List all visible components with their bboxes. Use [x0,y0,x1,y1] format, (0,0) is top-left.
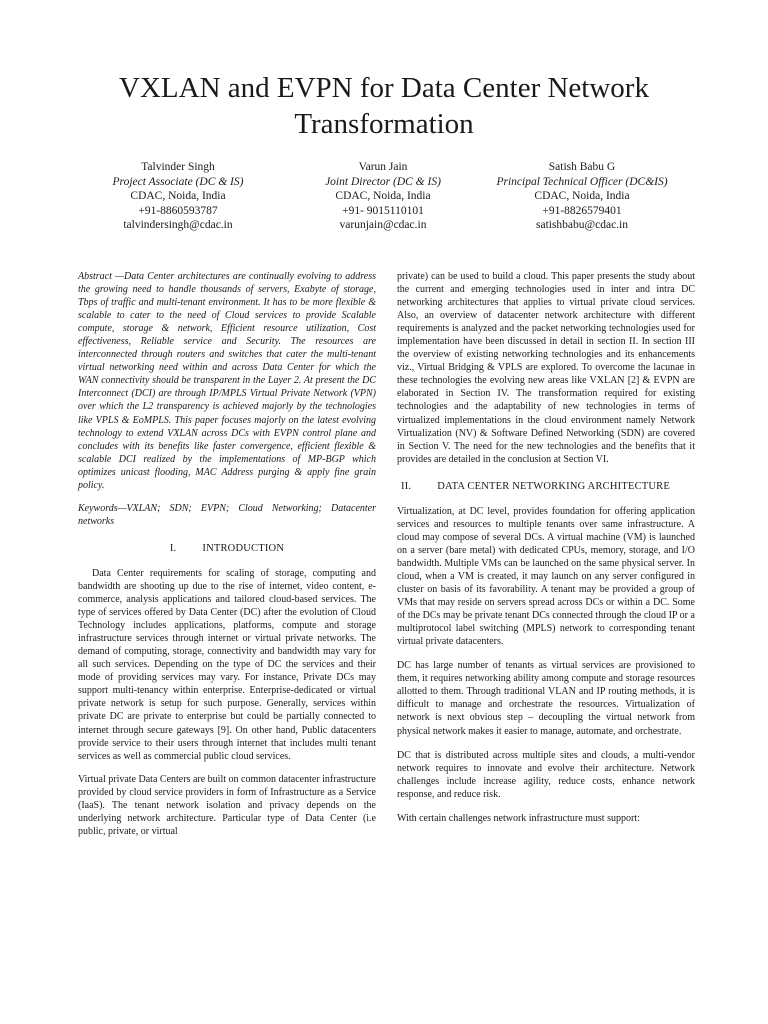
abstract: Abstract —Data Center architectures are continually evolving to address the growing need to handle thousands of servers, Exabyte of storage, Tbps of traffic and multi-tenant environment. It has to be more flexible & scalable to cater to the need of Cloud services to provide Scalable compute, storage & network, Efficient resource utilization, Cost effectiveness, Reliable service and Security. The resources are interconnected through routers and switches that cater the multi-tenant virtual networking need within and across Data Center for which the WAN connectivity should be transparent in the Layer 2. At present the DC Interconnect (DCI) are through IP/MPLS Virtual Private Network (VPN) over which the L2 transparency is achieved majorly by the technologies like VPLS & EoMPLS. This paper focuses majorly on the latest evolving technology to extend VXLAN across DCs with EVPN control plane and concludes with its benefits like faster convergence, efficient flexible & scalable DCI realized by the implementations of MP-BGP which optimizes unicast flooding, MAC Address purging & apply fine grain policy. [78,271,376,491]
author-email: varunjain@cdac.in [339,219,427,232]
paper-title [0,70,768,142]
dc-paragraph-4: With certain challenges network infrastructure must support: [397,812,640,824]
author-org: CDAC, Noida, India [335,190,431,203]
section-title: INTRODUCTION [202,542,285,554]
author-role: Project Associate (DC & IS) [112,175,244,188]
author-email: satishbabu@cdac.in [535,219,629,232]
author-role: Joint Director (DC & IS) [325,175,441,188]
dc-paragraph-3: DC that is distributed across multiple sites and clouds, a multi-vendor network requires to innovate and evolve their architecture. Network challenges include increase agility, reduce costs, enhance network response, and reduce risk. [397,749,695,800]
author-phone: +91- 9015110101 [342,204,424,217]
author-phone: +91-8826579401 [542,204,622,217]
section-number: II. [401,480,412,492]
left-column [78,270,376,848]
section-title: DATA CENTER NETWORKING ARCHITECTURE [437,480,670,492]
author-block-3 [462,160,702,233]
author-name: Talvinder Singh [141,161,215,173]
intro-paragraph-2-continued: private) can be used to build a cloud. This paper presents the study about the current and emerging technologies used in inter and intra DC networking architectures that applies to virtual private cloud services. Also, an overview of datacenter network architecture with different requirements is analyzed and the packet networking technologies used for implementation have been discussed in detail in section II. In section III the overview of existing networking technologies and its enhancements viz., Virtual Bridging & VPLS are explored. To overcome the lacunae in these technologies the evolving new areas like VXLAN [2] & EVPN are elaborated in Section IV. The transformation required for existing technologies and the adaptability of new technologies in terms of virtualized implementations in the cloud environment namely Network Virtualization (NV) & Software Defined Networking (SDN) are covered in Section V. The need for the new technologies and the benefits that it provides are detailed in the conclusion at Section VI. [397,271,695,465]
right-column [397,270,695,836]
author-block-1 [78,160,278,233]
keywords: Keywords—VXLAN; SDN; EVPN; Cloud Networking; Datacenter networks [78,502,376,527]
author-org: CDAC, Noida, India [130,190,226,203]
paper-title-line-2: Transformation [294,108,474,140]
intro-paragraph-2: Virtual private Data Centers are built on common datacenter infrastructure provided by cloud service providers in form of Infrastructure as a Service (IaaS). The tenant network isolation and privacy depends on the underlying network architecture. Particular type of Data Center (i.e public, private, or virtual [78,773,376,837]
dc-paragraph-1: Virtualization, at DC level, provides foundation for offering application services and resources to multiple tenants over same infrastructure. A cloud may compose of several DCs. A virtual machine (VM) is launched on a server (bare metal) with dedicated CPUs, memory, storage, and I/O bandwidth. Multiple VMs can be launched on the same physical server. In cloud, when a VM is created, it may launch on any server configured in cluster on basis of its favorability. A tenant may be provided a group of VMs that may reside on servers spread across DCs or within a DC. Some of the DCs may be private tenant DCs connected through the cloud IP or a multiprotocol label switching (MPLS) network to corresponding tenant virtual private datacenters. [397,505,695,648]
section-heading-introduction [78,542,376,555]
author-name: Varun Jain [358,161,408,173]
intro-paragraph-1: Data Center requirements for scaling of storage, computing and bandwidth are shooting up due to the rise of internet, video content, e-commerce, analysis applications and tailored cloud-based services. The type of services offered by Data Center (DC) after the evolution of Cloud Technology includes applications, platforms, compute and storage infrastructure services through internet or virtual private networks. The demand of computing, storage, connectivity and bandwidth may vary for all such services. Depending on the type of DC the services and their mode of providing services may vary. For instance, Private DCs may support multi-tenancy within enterprise. Enterprise-dedicated or virtual private network is setup for such purpose. Generally, services within private DC are private to enterprise but could be partially connected to internet through secure gateways [9]. On other hand, Public datacenters provide service to their users through internet that includes multi tenant services as well as commercial public cloud services. [78,567,376,762]
author-phone: +91-8860593787 [138,204,218,217]
dc-paragraph-2: DC has large number of tenants as virtual services are provisioned to them, it requires networking ability among compute and storage resources allotted to them. Through traditional VLAN and IP routing methods, it is difficult to manage and orchestrate the resources. Virtualization of network is next obvious step – decoupling the virtual network from physical network makes it easier to manage, automate, and orchestrate. [397,660,695,737]
author-name: Satish Babu G [548,161,616,173]
paper-title-line-1: VXLAN and EVPN for Data Center Network [119,72,649,104]
section-number: I. [169,542,177,554]
author-org: CDAC, Noida, India [534,190,630,203]
section-heading-dc-networking [397,480,695,493]
author-role: Principal Technical Officer (DC&IS) [496,175,668,188]
author-email: talvindersingh@cdac.in [123,219,233,232]
